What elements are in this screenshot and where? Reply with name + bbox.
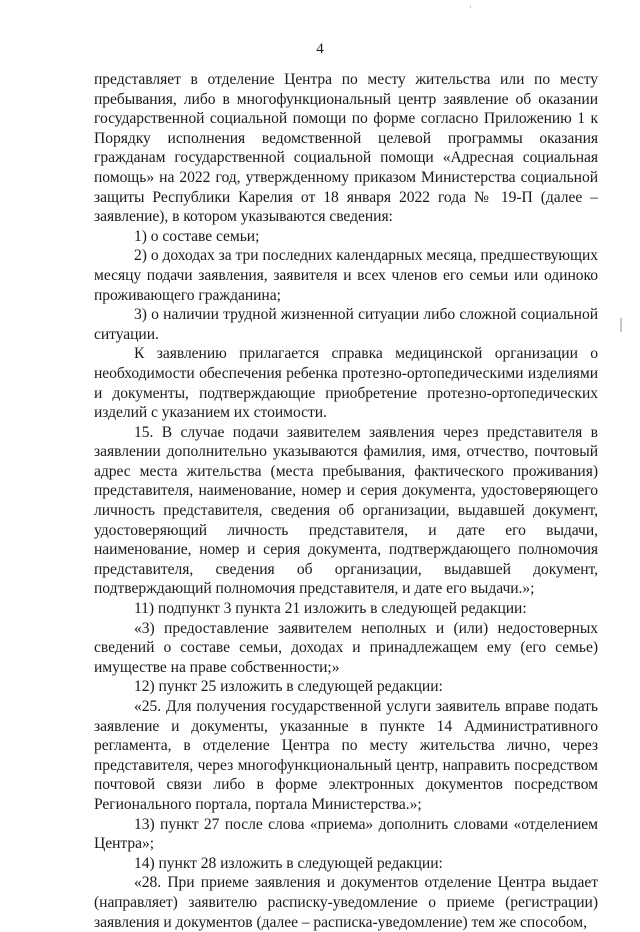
paragraph-amend-14: 14) пункт 28 изложить в следующей редакции: xyxy=(134,854,443,872)
list-item-situation: 3) о наличии трудной жизненной ситуации либо сложной социальной ситуации. xyxy=(94,306,598,343)
paragraph-amend-11: 11) подпункт 3 пункта 21 изложить в следующей редакции: xyxy=(134,600,527,618)
paragraph-item-15: 15. В случае подачи заявителем заявления через представителя в заявлении дополнительно указываются фамилия, имя, отчество, почтовый адрес места жительства (места пребывания, фактического проживания) представителя, наименование, номер и серия документа, удостоверяющего личность представителя, сведения об организации, выдавшей документ, удостоверяющий личность представителя, и дате его выдачи, наименование, номер и серия документа, подтверждающего полномочия представителя, сведения об организации, выдавшей документ, подтверждающий полномочия представителя, и дате его выдачи.»; xyxy=(94,423,598,598)
paragraph-amend-12-text: «25. Для получения государственной услуги заявитель вправе подать заявление и документы, указанные в пункте 14 Административного регламента, в отделение Центра по месту жительства лично, через представителя, через многофункциональный центр, направить посредством почтовой связи либо в форме электронных документов посредством Регионального портала, портала Министерства.»; xyxy=(94,698,598,813)
paragraph-amend-12: 12) пункт 25 изложить в следующей редакции: xyxy=(134,678,443,696)
paragraph-intro: представляет в отделение Центра по месту жительства или по месту пребывания, либо в многофункциональный центр заявление об оказании государственной социальной помощи по форме согласно Приложению 1 к Порядку исполнения ведомственной целевой программы оказания гражданам государственной социальной помощи «Адресная социальная помощь» на 2022 год, утвержденному приказом Министерства социальной защиты Республики Карелия от 18 января 2022 года № 19-П (далее – заявление), в котором указываются сведения: xyxy=(94,71,598,226)
paragraph-amend-13: 13) пункт 27 после слова «приема» дополнить словами «отделением Центра»; xyxy=(94,815,598,853)
document-body xyxy=(94,70,598,932)
page-number: 4 xyxy=(316,41,324,57)
paragraph-amend-11-text: «3) предоставление заявителем неполных и (или) недостоверных сведений о составе семьи, доходах и принадлежащем ему (его семье) имуществе на праве собственности;» xyxy=(94,619,598,676)
paragraph-attachment: К заявлению прилагается справка медицинской организации о необходимости обеспечения ребенка протезно-ортопедическими изделиями и документы, подтверждающие приобретение протезно-ортопедических изделий с указанием их стоимости. xyxy=(94,345,598,422)
paragraph-amend-14-text: «28. При приеме заявления и документов отделение Центра выдает (направляет) заявителю расписку-уведомление о приеме (регистрации) заявления и документов (далее – расписка-уведомление) тем же способом, xyxy=(94,874,598,931)
list-item-family: 1) о составе семьи; xyxy=(134,227,260,245)
scan-artifact xyxy=(620,318,622,332)
list-item-income: 2) о доходах за три последних календарных месяца, предшествующих месяцу подачи заявления, заявителя и всех членов его семьи или одиноко проживающего гражданина; xyxy=(94,247,598,304)
scan-artifact xyxy=(470,5,471,8)
